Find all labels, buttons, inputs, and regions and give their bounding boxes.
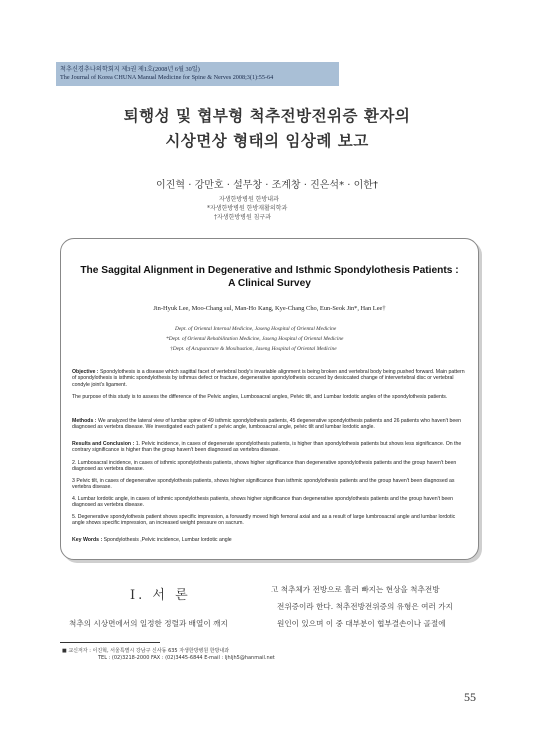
results-item-2: 2. Lumbosacral incidence, in cases of isthmic spondylothesis patients, shows higher significance than degenerative spondylothesis patients and the group haven't been diagnosed as vertebra disease. (72, 460, 457, 473)
korean-affiliation-1: 자생한방병원 한방내과 (219, 196, 279, 203)
korean-affiliation-2: *자생한방병원 한방재활의학과 (207, 205, 288, 212)
results-item-3: 3 Pelvic tilt, in cases of degenerative spondylothesis patients, shows higher significance than isthmic spondylothesis patients and the group haven't been diagnosed as vertebra disease. (72, 478, 455, 491)
results-item-1: 1. Pelvic incidence, in cases of degenerate spondylothesis patients, is higher than spondylothesis patients but shows less significance. On the contrary significance is higher than the group haven't been diagnosed as vertebra disease. (72, 441, 462, 454)
methods-text: We analyzed the lateral view of lumbar spine of 49 isthmic spondylothesis patients, 45 degenerative spondylothesis patients and 26 patients who haven't been diagnosed as vertebra disease. We investigated each patient' s pelvic angle, lumbosacral angle, pelvic tilt and lumbar lordotic angle. (72, 418, 462, 431)
results-item-5: 5. Degenerative spondylothesis patient shows specific impression, a forwardly moved high femoral axial and as a result of large lumbrosacral angle and lumbar lordotic angle shows specific impression, an increased weight pressure on sacrum. (72, 514, 456, 527)
keywords-label: Key Words : (72, 537, 103, 543)
results-label: Results and Conclusion : (72, 441, 135, 447)
korean-authors: 이진혁 · 강만호 · 설무창 · 조계창 · 진은석* · 이한† (156, 180, 378, 191)
abstract-methods (72, 418, 467, 431)
keywords-text: Spondylothesis ,Pelvic incidence, Lumbar lordotic angle (102, 537, 232, 543)
abstract-keywords (72, 537, 467, 543)
results-item-4: 4. Lumbar lordotic angle, in cases of isthmic spondylothesis patients, shows higher significance than degenerative spondylothesis patients and the group haven't been diagnosed as vertebra disease. (72, 496, 454, 509)
footnote-divider (60, 642, 160, 643)
footnote-contact: TEL : (02)3218-2000 FAX : (02)3445-6844 E-mail : ljhljh5@hanmail.net (98, 655, 275, 661)
footnote-correspondence: ■ 교신저자 : 이진혁, 서울특별시 강남구 신사동 635 자생한방병원 한방내과 (62, 648, 230, 654)
objective-text: Spondylothesis is a disease which sagittal facet of vertebral body's invariable alignment is being broken and vertebral body being pushed forward. Main pattern of spondylothesis is isthmic spondylothesis by isthmus defect or fracture, degenerative spondylothesis occured by desiccated change of intervertebral disc or vertebral condyle joint's ligament. (72, 369, 465, 388)
english-affiliation-3: †Dept. of Acupuncture & Moxibustion, Jaseng Hospital of Oriental Medicine (170, 346, 337, 352)
english-affiliation-1: Dept. of Oriental Internal Medicine, Jaseng Hospital of Oriental Medicine (175, 326, 337, 332)
korean-affiliation-3: †자생한방병원 침구과 (214, 214, 272, 221)
journal-citation-ko: 척추신경추나의학회지 제3권 제1호(2008년 6월 30일) (60, 66, 200, 73)
english-title-line-1: The Saggital Alignment in Degenerative and Isthmic Spondylothesis Patients : (80, 265, 459, 276)
english-authors: Jin-Hyuk Lee, Moo-Chang sul, Man-Ho Kang, Kye-Chang Cho, Eun-Seok Jin*, Han Lee† (153, 305, 386, 312)
body-right-line-3: 원인이 있으며 이 중 대부분이 협부결손이나 골절에 (277, 619, 446, 628)
objective-label: Objective : (72, 369, 99, 375)
english-affiliation-2: *Dept. of Oriental Rehabilitation Medicine, Jaseng Hospital of Oriental Medicine (166, 336, 344, 342)
journal-citation-en: The Journal of Korea CHUNA Manual Medicine for Spine & Nerves 2008;3(1):55-64 (60, 74, 274, 81)
korean-title-line-2: 시상면상 형태의 임상례 보고 (165, 132, 369, 150)
abstract-objective (72, 369, 467, 388)
section-heading-introduction: Ⅰ. 서 론 (130, 588, 191, 603)
korean-title-line-1: 퇴행성 및 협부형 척추전방전위증 환자의 (123, 107, 411, 125)
body-left-column-text: 척추의 시상면에서의 일정한 정렬과 배열이 깨지 (69, 619, 228, 628)
abstract-objective-purpose: The purpose of this study is to assess the difference of the Pelvic angles, Lumbosacral angles, Pelvic tilt, and Lumbar lordotic angles of the spondylothesis patients. (72, 394, 448, 400)
page-number: 55 (464, 690, 476, 704)
body-right-line-2: 전위증이라 한다. 척추전방전위증의 유형은 여러 가지 (277, 602, 453, 611)
abstract-results (72, 441, 467, 454)
methods-label: Methods : (72, 418, 97, 424)
body-right-line-1: 고 척추체가 전방으로 흘러 빠지는 현상을 척추전방 (271, 585, 440, 594)
english-title-line-2: A Clinical Survey (228, 278, 311, 289)
